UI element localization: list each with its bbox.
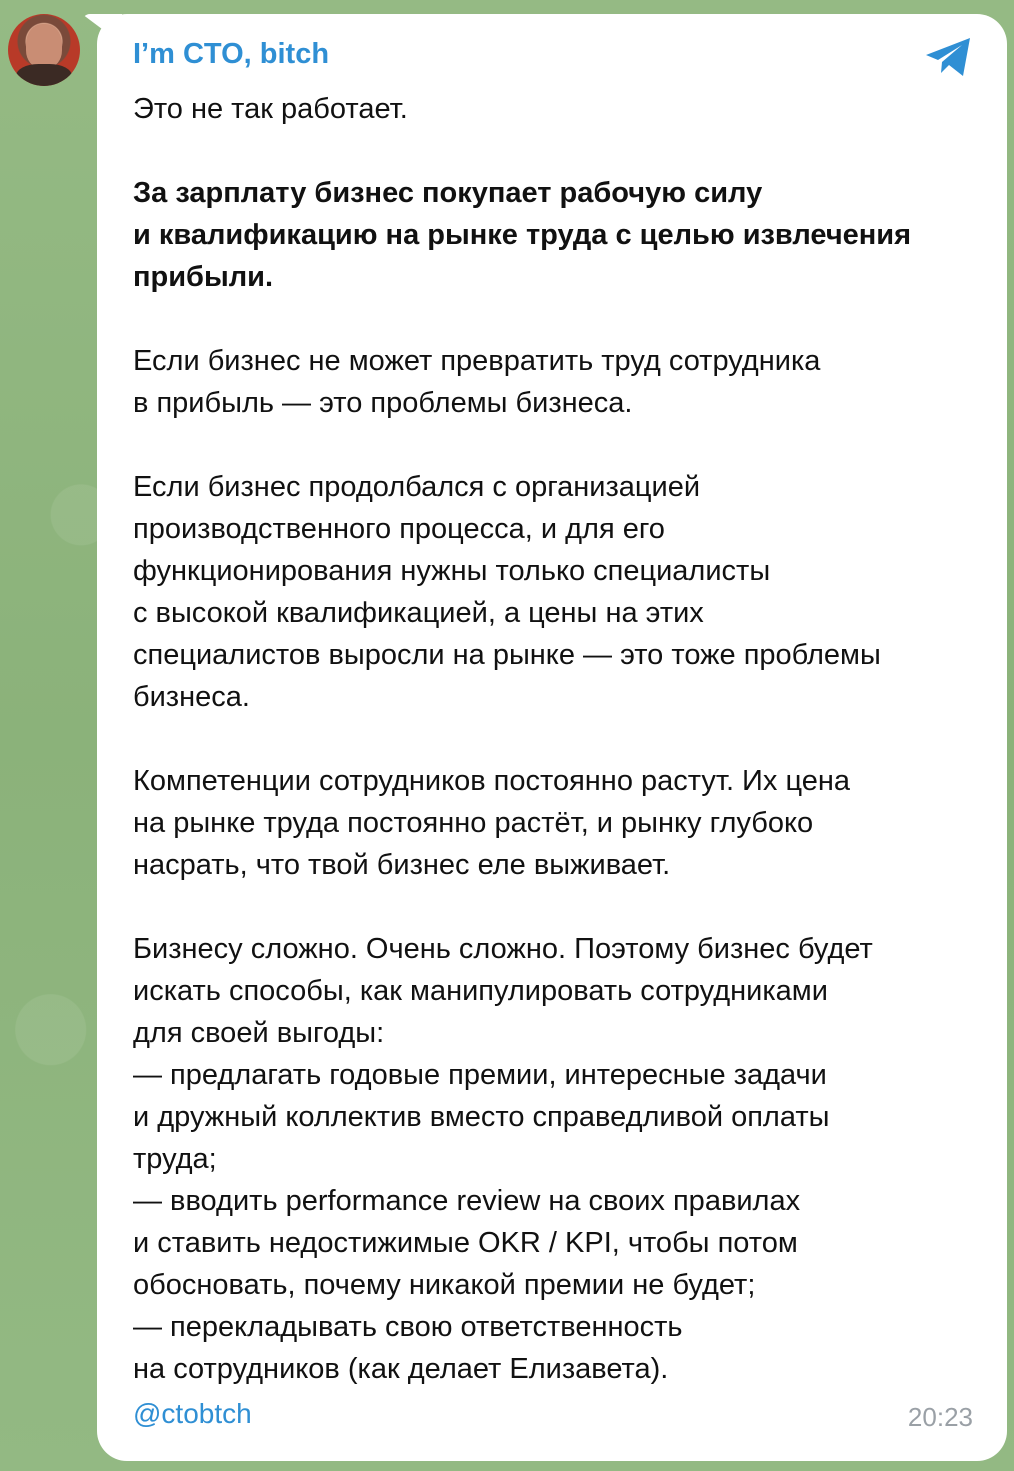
message-line: Если бизнес не может превратить труд сотрудника — [133, 345, 821, 377]
message-line: искать способы, как манипулировать сотрудниками — [133, 975, 828, 1007]
message-line: функционирования нужны только специалисты — [133, 555, 771, 587]
message-line: в прибыль — это проблемы бизнеса. — [133, 387, 633, 419]
message-line: специалистов выросли на рынке — это тоже проблемы — [133, 639, 881, 671]
message-line: с высокой квалификацией, а цены на этих — [133, 597, 704, 629]
message-line: За зарплату бизнес покупает рабочую силу — [133, 177, 763, 209]
message-line: и дружный коллектив вместо справедливой оплаты — [133, 1101, 830, 1133]
paragraph-6 — [133, 928, 983, 1390]
paragraph-4 — [133, 466, 983, 718]
message-line: на рынке труда постоянно растёт, и рынку глубоко — [133, 807, 814, 839]
message-line: Бизнесу сложно. Очень сложно. Поэтому бизнес будет — [133, 933, 873, 965]
avatar-face — [26, 24, 62, 68]
message-time: 20:23 — [907, 1402, 973, 1432]
message-line: труда; — [133, 1143, 217, 1175]
avatar-body — [16, 64, 72, 86]
message-line: прибыли. — [133, 261, 274, 293]
channel-avatar[interactable] — [8, 14, 80, 86]
message-line: и квалификацию на рынке труда с целью извлечения — [133, 219, 912, 251]
message-line: — предлагать годовые премии, интересные задачи — [133, 1059, 827, 1091]
paragraph-5 — [133, 760, 983, 886]
channel-name[interactable]: I’m CTO, bitch — [133, 38, 330, 70]
channel-handle-link[interactable]: @ctobtch — [133, 1398, 252, 1429]
message-line: Компетенции сотрудников постоянно растут. Их цена — [133, 765, 851, 797]
message-line: обосновать, почему никакой премии не будет; — [133, 1269, 756, 1301]
message-line: бизнеса. — [133, 681, 250, 713]
message-line: — вводить performance review на своих правилах — [133, 1185, 801, 1217]
message-line: — перекладывать свою ответственность — [133, 1311, 683, 1343]
message-line: производственного процесса, и для его — [133, 513, 665, 545]
message-line: для своей выгоды: — [133, 1017, 385, 1049]
paragraph-1 — [133, 88, 983, 130]
paragraph-2 — [133, 172, 983, 298]
message-line: на сотрудников (как делает Елизавета). — [133, 1353, 669, 1385]
message-line: Это не так работает. — [133, 93, 408, 125]
telegram-icon[interactable] — [924, 36, 974, 78]
message-line: насрать, что твой бизнес еле выживает. — [133, 849, 671, 881]
message-line: и ставить недостижимые OKR / KPI, чтобы потом — [133, 1227, 798, 1259]
message-text — [133, 88, 983, 1390]
paragraph-3 — [133, 340, 983, 424]
message-line: Если бизнес продолбался с организацией — [133, 471, 701, 503]
